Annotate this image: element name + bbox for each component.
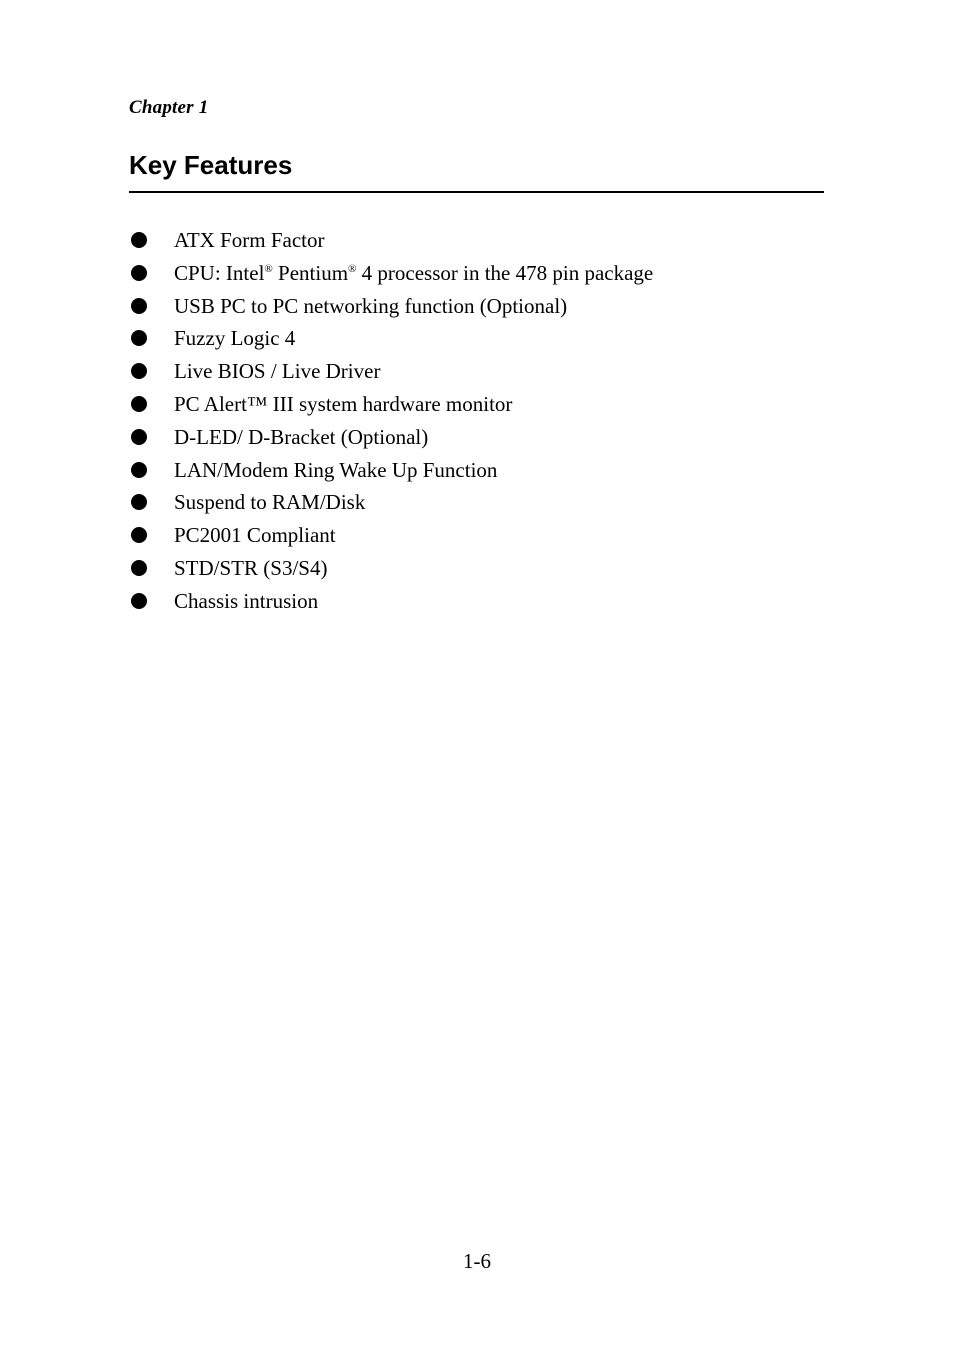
feature-text: STD/STR (S3/S4) bbox=[174, 555, 328, 580]
feature-text-part: CPU: Intel bbox=[174, 260, 265, 285]
feature-text: PC2001 Compliant bbox=[174, 523, 336, 548]
feature-text: Suspend to RAM/Disk bbox=[174, 490, 366, 515]
feature-text bbox=[174, 257, 653, 290]
title-divider bbox=[129, 191, 824, 193]
feature-text-part: Pentium bbox=[272, 260, 349, 285]
bullet-icon bbox=[131, 265, 147, 281]
bullet-icon bbox=[131, 527, 147, 543]
feature-text: USB PC to PC networking function (Optional) bbox=[174, 293, 568, 318]
registered-mark: ® bbox=[264, 262, 273, 275]
bullet-icon bbox=[131, 494, 147, 510]
registered-mark: ® bbox=[348, 262, 357, 275]
bullet-icon bbox=[131, 232, 147, 248]
feature-text: ATX Form Factor bbox=[174, 228, 325, 252]
page-title: Key Features bbox=[129, 150, 293, 180]
bullet-icon bbox=[131, 330, 147, 346]
bullet-icon bbox=[131, 593, 147, 609]
page-number: 1-6 bbox=[463, 1249, 491, 1273]
feature-text: PC Alert™ III system hardware monitor bbox=[174, 391, 513, 416]
chapter-label: Chapter 1 bbox=[129, 97, 209, 118]
bullet-icon bbox=[131, 560, 147, 576]
feature-text-part: 4 processor in the 478 pin package bbox=[356, 260, 654, 285]
feature-text: Fuzzy Logic 4 bbox=[174, 326, 296, 351]
feature-text: Chassis intrusion bbox=[174, 588, 319, 613]
feature-text: Live BIOS / Live Driver bbox=[174, 359, 381, 384]
bullet-icon bbox=[131, 462, 147, 478]
bullet-icon bbox=[131, 429, 147, 445]
bullet-icon bbox=[131, 396, 147, 412]
bullet-icon bbox=[131, 298, 147, 314]
feature-text: D-LED/ D-Bracket (Optional) bbox=[174, 424, 429, 449]
feature-text: LAN/Modem Ring Wake Up Function bbox=[174, 457, 498, 482]
bullet-icon bbox=[131, 363, 147, 379]
